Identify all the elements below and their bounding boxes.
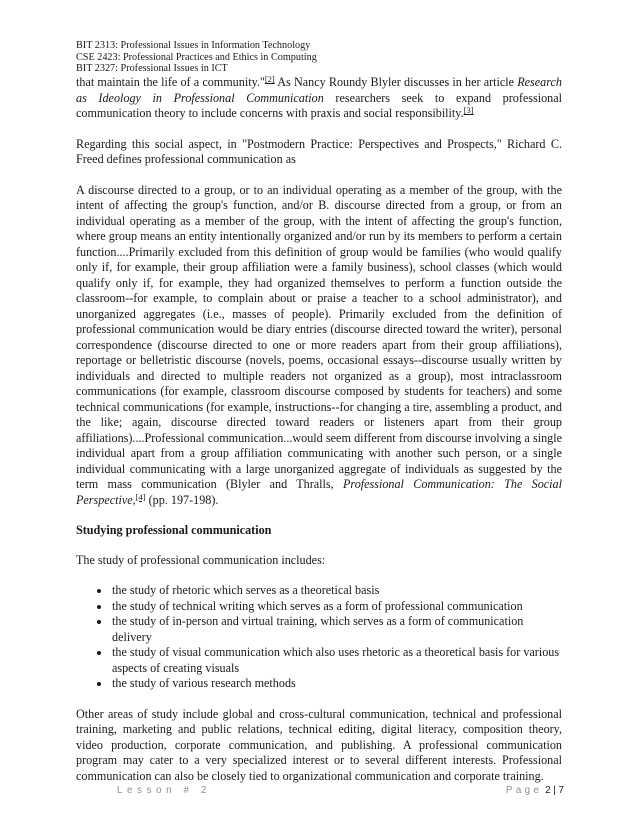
citation-link-3[interactable]: [3] [463,105,474,115]
paragraph-freed: Regarding this social aspect, in "Postmodern Practice: Perspectives and Prospects," Richard C. Freed defines professional communication as [76,136,562,166]
paragraph-blyler-part-b: As Nancy Roundy Blyler discusses in her article [274,75,518,89]
lesson-label: Lesson # 2 [117,785,211,796]
paragraph-blyler-part-a: that maintain the life of a community." [76,75,265,89]
list-item: • the study of technical writing which serves as a form of professional communication [111,599,562,615]
list-item: • the study of in-person and virtual training, which serves as a form of communication delivery [111,614,562,645]
book-title-comma: , [132,492,136,507]
definition-text: A discourse directed to a group, or to an individual operating as a member of the group, with the intent of affecting the group's function, and/or B. discourse directed from a group, or from an individual operating as a member of the group, with the intent of affecting the group's function, where group means an entity intentionally organized and/or run by its members to perform a certain function....Primarily excluded from this definition of group would be families (who would qualify only if, for example, their group affiliation were a family business), school classes (which would qualify only if, for example, they had organized themselves to perform a function outside the classroom--for example, to complain about or praise a teacher to a school administrator), and unorganized aggregates (i.e., masses of people). Primarily excluded from the definition of professional communication would be diary entries (discourse directed toward the writer), personal correspondence (discourse directed to one or more readers apart from their group affiliations), reportage or belletristic discourse (novels, poems, occasional essays--discourse usually written by individuals and directed to multiple readers not organized as a group), most intraclassroom communications (for example, classroom discourse composed by students for teachers) and some technical communications (for example, instructions--for changing a tire, assembling a product, and the like; again, discourse directed toward readers or listeners apart from their group affiliations)....Professional communication...would seem different from discourse involving a single individual apart from a group affiliation communicating with another such person, or a single individual communicating with a large unorganized aggregate of individuals as suggested by the term mass communication (Blyler and Thralls, [76,182,562,491]
book-title: Professional Communication: The Social Perspective [76,477,562,507]
list-item: • the study of rhetoric which serves as a theoretical basis [111,583,562,599]
citation-link-4[interactable]: [4] [135,491,146,502]
paragraph-blyler-part-c: researchers seek to expand professional communication theory to include concerns with praxis and social responsibility. [76,90,562,120]
page-count: 2 | 7 [545,785,564,796]
page-reference: (pp. 197-198). [145,492,219,507]
page-label: Page [505,785,543,796]
study-topics-list [76,583,562,692]
list-item: • the study of visual communication which also uses rhetoric as a theoretical basis for various aspects of creating visuals [111,645,562,676]
paragraph-definition-quote [76,183,562,509]
header-course-bit2327: BIT 2327: Professional Issues in ICT [76,63,228,74]
header-course-bit2313: BIT 2313: Professional Issues in Information Technology [76,40,311,51]
citation-link-2[interactable]: [2] [264,74,275,84]
paragraph-other-areas: Other areas of study include global and cross-cultural communication, technical and professional training, marketing and public relations, technical editing, digital literacy, composition theory, video production, corporate communication, and publishing. A professional communication program may cater to a very specialized interest or to several different interests. Professional communication can also be closely tied to organizational communication and corporate training. [76,706,562,783]
page-header [76,40,317,75]
header-course-cse2423: CSE 2423: Professional Practices and Ethics in Computing [76,51,317,63]
article-title: Research as Ideology in Professional Communication [76,75,562,105]
page-number [506,785,564,796]
paragraph-study-intro: The study of professional communication includes: [76,552,326,567]
section-heading: Studying professional communication [76,523,272,537]
list-item: • the study of various research methods [111,676,562,692]
paragraph-blyler [76,75,562,122]
page-footer [117,785,564,799]
body-text [76,75,562,799]
